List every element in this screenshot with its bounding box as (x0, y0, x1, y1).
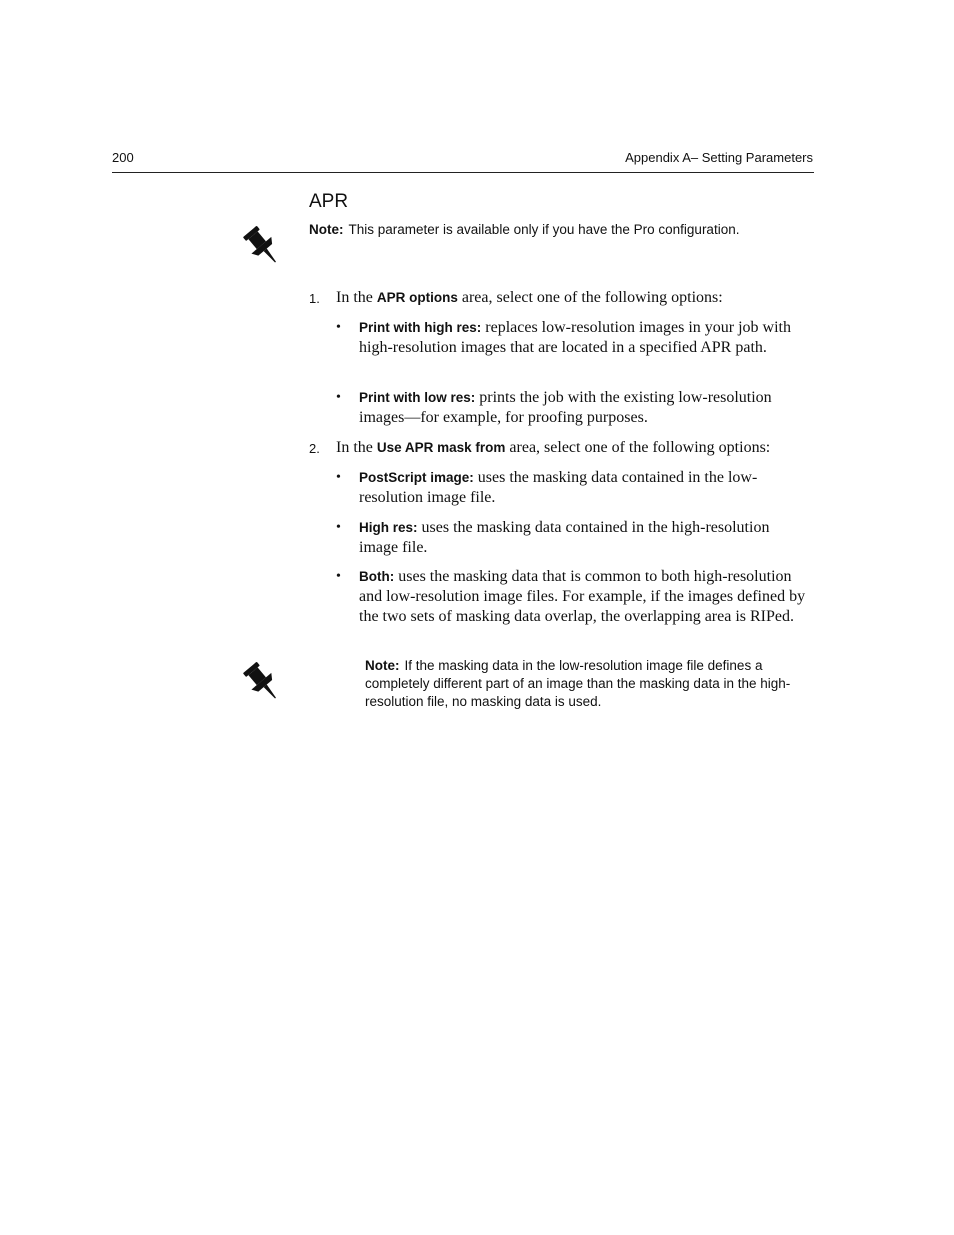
list-item-description: uses the masking data contained in the high-resolution image file. (359, 519, 770, 556)
step-number: 1. (309, 291, 320, 306)
note-text: This parameter is available only if you have the Pro configuration. (348, 222, 740, 237)
note-text: If the masking data in the low-resolution image file defines a completely different part of an image than the masking data in the high-resolution file, no masking data is used. (365, 658, 791, 709)
bullet-icon: • (336, 320, 341, 335)
step-text (336, 438, 814, 458)
step-text-post: area, select one of the following options: (457, 289, 723, 306)
step-text-pre: In the (336, 439, 377, 456)
page-number: 200 (112, 150, 134, 165)
page-header (112, 150, 814, 173)
step-number: 2. (309, 441, 320, 456)
running-head: Appendix A– Setting Parameters (625, 150, 813, 165)
bullet-icon: • (336, 470, 341, 485)
ui-term: Print with low res: (359, 390, 476, 405)
list-item-description: uses the masking data that is common to both high-resolution and low-resolution image files. For example, if the images defined by the two sets of masking data overlap, the overlapping area is RIPed. (359, 568, 806, 625)
note-label: Note: (365, 658, 400, 673)
note-masking-data (365, 657, 805, 711)
list-item-description: prints the job with the existing low-resolution images—for example, for proofing purposes. (359, 389, 772, 426)
bullet-icon: • (336, 569, 341, 584)
ui-term: Print with high res: (359, 320, 482, 335)
section-title: APR (309, 191, 349, 212)
bullet-icon: • (336, 390, 341, 405)
list-item-text (359, 318, 810, 358)
list-item-description: replaces low-resolution images in your job with high-resolution images that are located in a specified APR path. (359, 319, 791, 356)
ui-term: High res: (359, 520, 418, 535)
step-text-post: area, select one of the following options: (505, 439, 771, 456)
list-item-text (359, 518, 810, 558)
list-item-text (359, 468, 810, 508)
ui-term: PostScript image: (359, 470, 474, 485)
list-item-text (359, 567, 810, 627)
pushpin-icon (240, 224, 286, 270)
note-pro-configuration (309, 221, 809, 239)
list-item-description: uses the masking data contained in the low-resolution image file. (359, 469, 758, 506)
pushpin-icon (240, 660, 286, 706)
step-text-pre: In the (336, 289, 377, 306)
ui-term-use-apr-mask-from: Use APR mask from (376, 440, 506, 455)
note-label: Note: (309, 222, 344, 237)
ui-term-apr-options: APR options (376, 290, 458, 305)
bullet-icon: • (336, 520, 341, 535)
step-text (336, 288, 814, 308)
ui-term: Both: (359, 569, 395, 584)
list-item-text (359, 388, 810, 428)
